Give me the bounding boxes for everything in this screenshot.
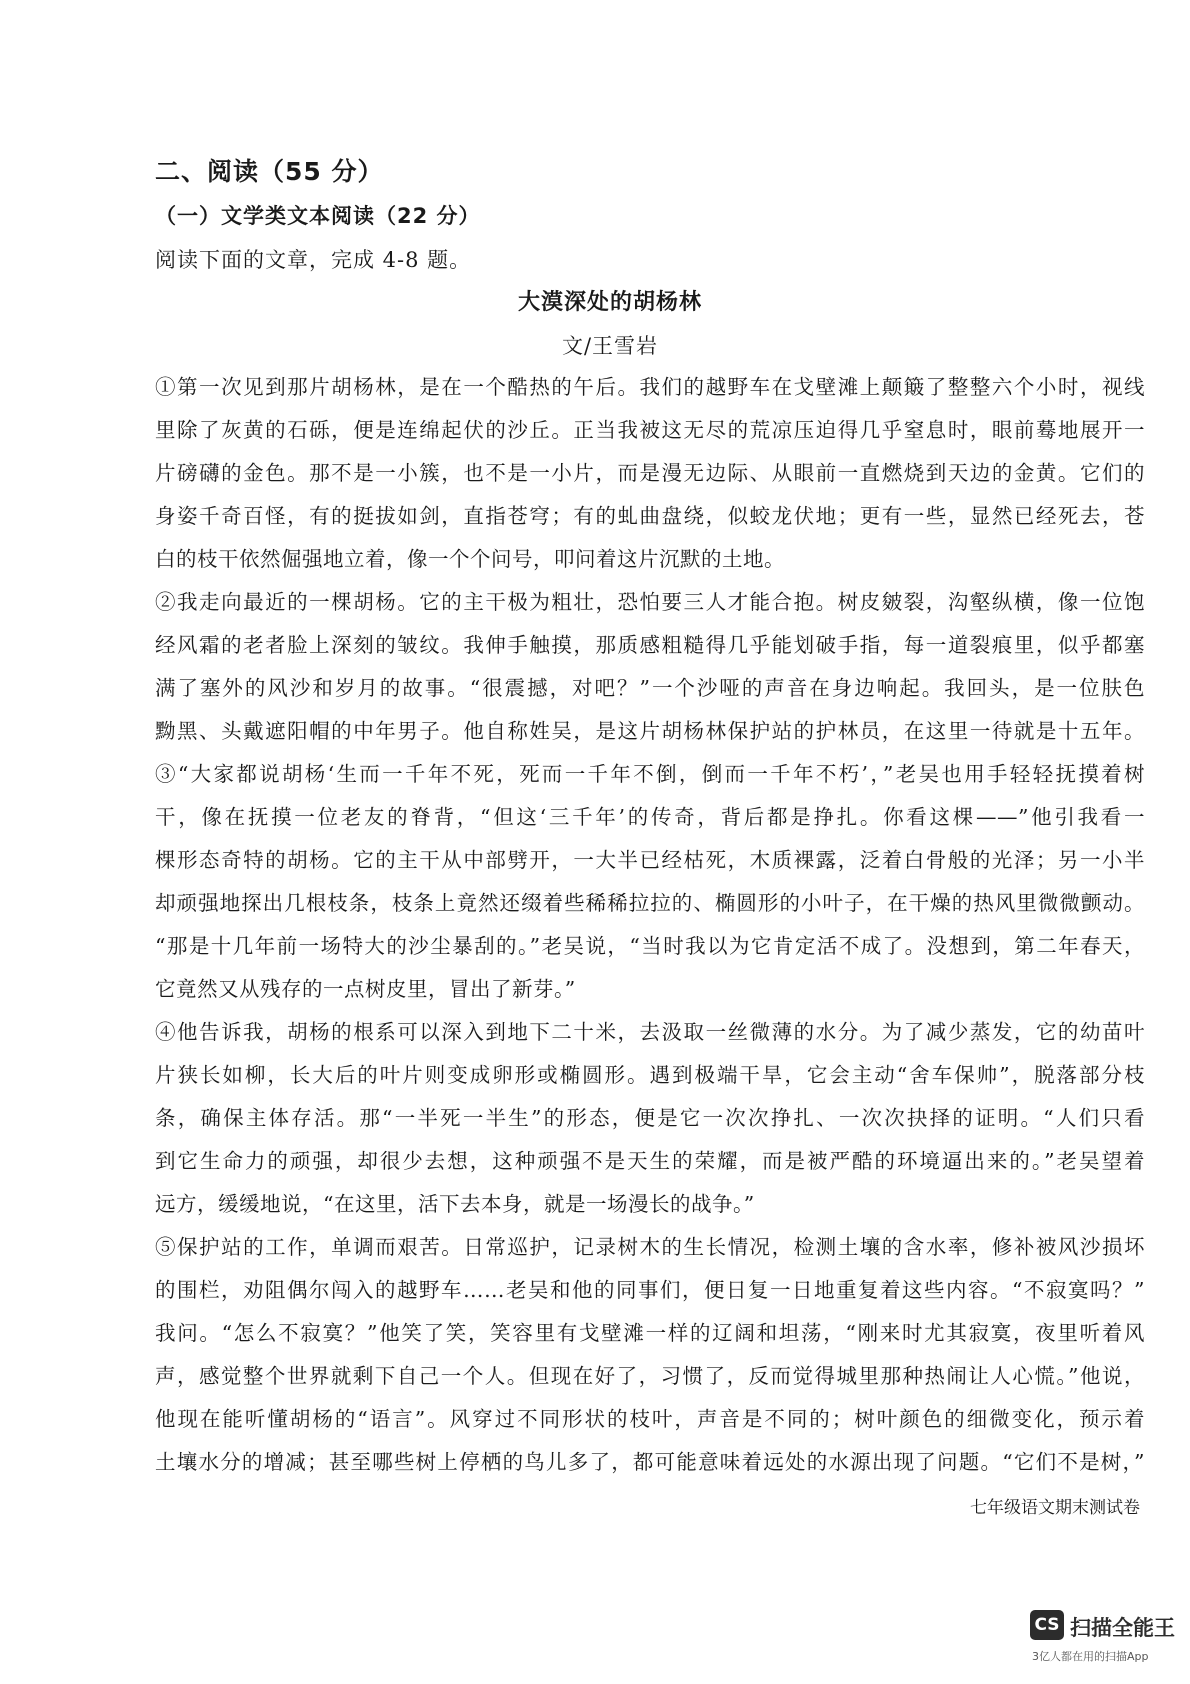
text-line: 他现在能听懂胡杨的“语言”。风穿过不同形状的枝叶，声音是不同的；树叶颜色的细微变化，预示着 [155, 1407, 1145, 1431]
watermark-tagline: 3亿人都在用的扫描App [1032, 1650, 1149, 1663]
text-line: 经风霜的老者脸上深刻的皱纹。我伸手触摸，那质感粗糙得几乎能划破手指，每一道裂痕里，似乎都塞 [155, 633, 1145, 657]
text-line: ②我走向最近的一棵胡杨。它的主干极为粗壮，恐怕要三人才能合抱。树皮皴裂，沟壑纵横，像一位饱 [155, 590, 1145, 614]
text-line: 身姿千奇百怪，有的挺拔如剑，直指苍穹；有的虬曲盘绕，似蛟龙伏地；更有一些，显然已经死去，苍 [155, 504, 1145, 528]
scanner-watermark [1030, 1610, 1180, 1670]
text-line: 黝黑、头戴遮阳帽的中年男子。他自称姓吴，是这片胡杨林保护站的护林员，在这里一待就是十五年。 [155, 719, 1145, 743]
text-line: 到它生命力的顽强，却很少去想，这种顽强不是天生的荣耀，而是被严酷的环境逼出来的。”老吴望着 [155, 1149, 1145, 1173]
text-line: 我问。“怎么不寂寞？”他笑了笑，笑容里有戈壁滩一样的辽阔和坦荡，“刚来时尤其寂寞，夜里听着风 [155, 1321, 1145, 1345]
section-title: 二、阅读（55 分） [155, 157, 384, 186]
subsection-title: （一）文学类文本阅读（22 分） [155, 204, 481, 228]
watermark-app-name: 扫描全能王 [1070, 1616, 1175, 1640]
text-line: ④他告诉我，胡杨的根系可以深入到地下二十米，去汲取一丝微薄的水分。为了减少蒸发，它的幼苗叶 [155, 1020, 1145, 1044]
text-line: ⑤保护站的工作，单调而艰苦。日常巡护，记录树木的生长情况，检测土壤的含水率，修补被风沙损坏 [155, 1235, 1145, 1259]
text-line: 条，确保主体存活。那“一半死一半生”的形态，便是它一次次挣扎、一次次抉择的证明。“人们只看 [155, 1106, 1145, 1130]
text-line: 它竟然又从残存的一点树皮里，冒出了新芽。” [155, 977, 576, 1001]
article-title: 大漠深处的胡杨林 [517, 290, 702, 315]
text-line: 片磅礴的金色。那不是一小簇，也不是一小片，而是漫无边际、从眼前一直燃烧到天边的金黄。它们的 [155, 461, 1145, 485]
page-footer: 七年级语文期末测试卷 [970, 1498, 1140, 1518]
text-line: 声，感觉整个世界就剩下自己一个人。但现在好了，习惯了，反而觉得城里那种热闹让人心慌。”他说， [155, 1364, 1145, 1388]
text-line: 片狭长如柳，长大后的叶片则变成卵形或椭圆形。遇到极端干旱，它会主动“舍车保帅”，脱落部分枝 [155, 1063, 1145, 1087]
text-line: 的围栏，劝阻偶尔闯入的越野车……老吴和他的同事们，便日复一日地重复着这些内容。“不寂寞吗？” [155, 1278, 1145, 1302]
text-line: 却顽强地探出几根枝条，枝条上竟然还缀着些稀稀拉拉的、椭圆形的小叶子，在干燥的热风里微微颤动。 [155, 891, 1145, 915]
text-line: ③“大家都说胡杨‘生而一千年不死，死而一千年不倒，倒而一千年不朽’，”老吴也用手轻轻抚摸着树 [155, 762, 1145, 786]
text-line: 远方，缓缓地说，“在这里，活下去本身，就是一场漫长的战争。” [155, 1192, 755, 1216]
text-line: 白的枝干依然倔强地立着，像一个个问号，叩问着这片沉默的土地。 [155, 547, 785, 571]
text-line: “那是十几年前一场特大的沙尘暴刮的。”老吴说，“当时我以为它肯定活不成了。没想到，第二年春天， [155, 934, 1145, 958]
text-line: 里除了灰黄的石砾，便是连绵起伏的沙丘。正当我被这无尽的荒凉压迫得几乎窒息时，眼前蓦地展开一 [155, 418, 1145, 442]
text-line: 土壤水分的增减；甚至哪些树上停栖的鸟儿多了，都可能意味着远处的水源出现了问题。“它们不是树，” [155, 1450, 1145, 1474]
text-line: ①第一次见到那片胡杨林，是在一个酷热的午后。我们的越野车在戈壁滩上颠簸了整整六个小时，视线 [155, 375, 1145, 399]
text-line: 干，像在抚摸一位老友的脊背，“但这‘三千年’的传奇，背后都是挣扎。你看这棵——”他引我看一 [155, 805, 1145, 829]
article-author: 文/王雪岩 [561, 334, 659, 358]
camscanner-logo-icon: CS [1030, 1610, 1064, 1640]
reading-instruction: 阅读下面的文章，完成 4-8 题。 [155, 248, 472, 272]
text-line: 满了塞外的风沙和岁月的故事。“很震撼，对吧？”一个沙哑的声音在身边响起。我回头，是一位肤色 [155, 676, 1145, 700]
article-body [155, 366, 1145, 1484]
text-line: 棵形态奇特的胡杨。它的主干从中部劈开，一大半已经枯死，木质裸露，泛着白骨般的光泽；另一小半 [155, 848, 1145, 872]
